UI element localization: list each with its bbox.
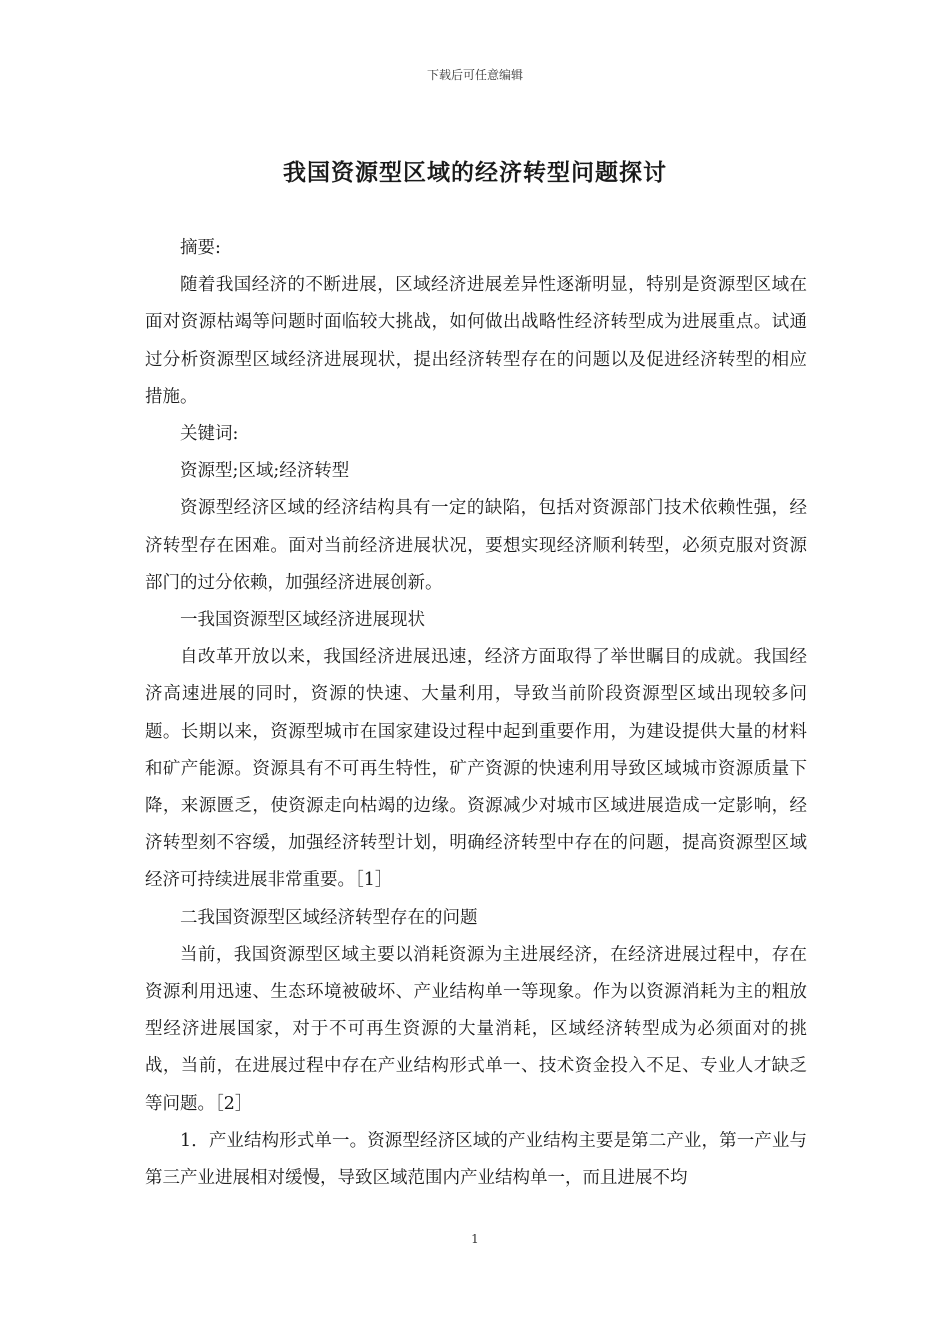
keywords-label: 关键词:	[180, 424, 239, 445]
abstract-label: 摘要:	[180, 238, 221, 258]
section-heading-1: 一我国资源型区域经济进展现状	[180, 610, 425, 631]
abstract-text: 随着我国经济的不断进展，区域经济进展差异性逐渐明显，特别是资源型区域在面对资源枯竭等问题时面临较大挑战，如何做出战略性经济转型成为进展重点。试通过分析资源型区域经济进展现状，提出经济转型存在的问题以及促进经济转型的相应措施。	[145, 275, 807, 407]
intro-paragraph: 资源型经济区域的经济结构具有一定的缺陷，包括对资源部门技术依赖性强，经济转型存在困难。面对当前经济进展状况，要想实现经济顺利转型，必须克服对资源部门的过分依赖，加强经济进展创新。	[145, 498, 807, 593]
document-title: 我国资源型区域的经济转型问题探讨	[283, 159, 667, 186]
header-note: 下载后可任意编辑	[426, 68, 523, 82]
keywords-text: 资源型;区域;经济转型	[180, 461, 350, 482]
section-2-paragraph: 当前，我国资源型区域主要以消耗资源为主进展经济，在经济进展过程中，存在资源利用迅速、生态环境被破坏、产业结构单一等现象。作为以资源消耗为主的粗放型经济进展国家，对于不可再生资源的大量消耗，区域经济转型成为必须面对的挑战，当前，在进展过程中存在产业结构形式单一、技术资金投入不足、专业人才缺乏等问题。［2］	[145, 944, 807, 1114]
document-body	[145, 230, 807, 1197]
section-1-paragraph: 自改革开放以来，我国经济进展迅速，经济方面取得了举世瞩目的成就。我国经济高速进展的同时，资源的快速、大量利用，导致当前阶段资源型区域出现较多问题。长期以来，资源型城市在国家建设过程中起到重要作用，为建设提供大量的材料和矿产能源。资源具有不可再生特性，矿产资源的快速利用导致区域城市资源质量下降，来源匮乏，使资源走向枯竭的边缘。资源减少对城市区域进展造成一定影响，经济转型刻不容缓，加强经济转型计划，明确经济转型中存在的问题，提高资源型区域经济可持续进展非常重要。［1］	[145, 647, 807, 891]
section-2-item-1: 1．产业结构形式单一。资源型经济区域的产业结构主要是第二产业，第一产业与第三产业进展相对缓慢，导致区域范围内产业结构单一，而且进展不均	[145, 1130, 807, 1189]
section-heading-2: 二我国资源型区域经济转型存在的问题	[180, 907, 478, 928]
page-number: 1	[471, 1232, 479, 1246]
